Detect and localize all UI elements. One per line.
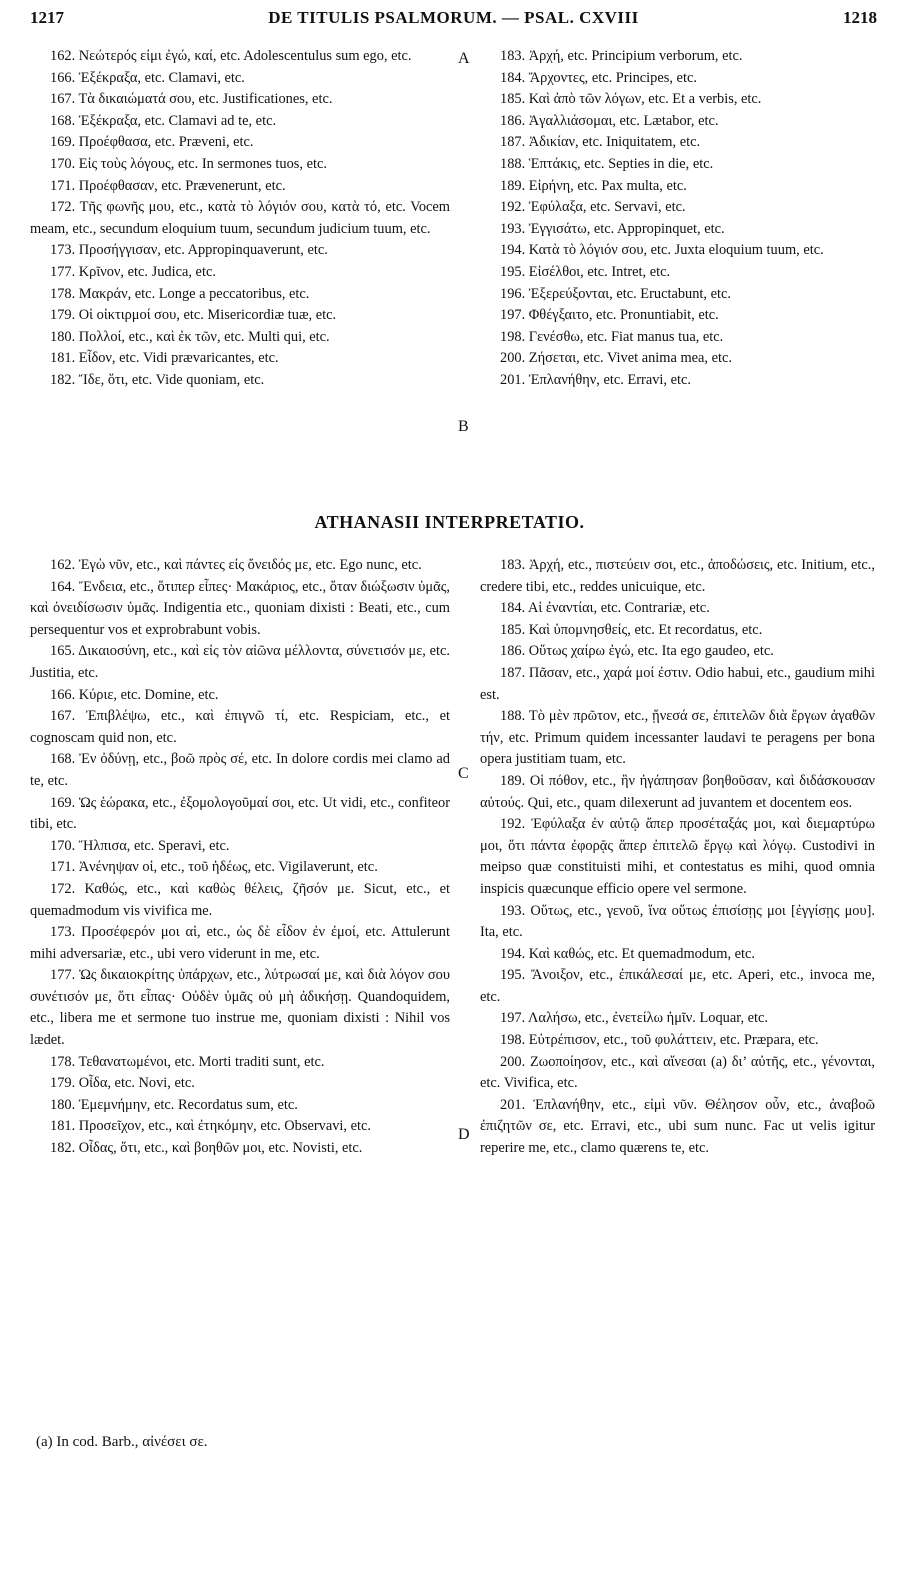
entry: 164. Ἔνδεια, etc., ὅτιπερ εἶπες· Μακάριος, etc., ὅταν διώξωσιν ὑμᾶς, καὶ ὀνειδίσωσιν ὑμᾶς. Indigentia etc., quoniam dixisti : Beati, etc., cum persequentur vos et exprobrabunt vobis. <box>30 578 450 638</box>
entry: 165. Δικαιοσύνη, etc., καὶ εἰς τὸν αἰῶνα μέλλοντα, σύνετισόν με, etc. Justitia, etc. <box>30 643 450 681</box>
bottom-left-column <box>30 555 450 1160</box>
entry: 169. Προέφθασα, etc. Præveni, etc. <box>50 134 254 151</box>
entry: 177. Ὡς δικαιοκρίτης ὑπάρχων, etc., λύτρωσαί με, καὶ διὰ λόγον σου συνέτισόν με, ὅτι εἶπας· Οὐδὲν ὑμᾶς οὐ μὴ ἀδικήσῃ. Quandoquidem, etc., libera me et sermone tuo instrue me, quoniam dixisti : Nihil vos lædet. <box>30 967 450 1049</box>
section-title: ATHANASII INTERPRETATIO. <box>314 512 585 532</box>
top-right-column <box>480 46 875 392</box>
bottom-right-column <box>480 555 875 1160</box>
entry: 193. Ἐγγισάτω, etc. Appropinquet, etc. <box>500 220 725 237</box>
entry: 173. Προσήγγισαν, etc. Appropinquaverunt, etc. <box>50 242 328 259</box>
entry: 166. Ἐξέκραξα, etc. Clamavi, etc. <box>50 69 245 86</box>
entry: 193. Οὕτως, etc., γενοῦ, ἵνα οὕτως ἐπισίσῃς μοι [ἐγγίσῃς μου]. Ita, etc. <box>480 902 875 941</box>
entry: 198. Γενέσθω, etc. Fiat manus tua, etc. <box>500 328 724 345</box>
entry: 184. Αἱ ἐναντίαι, etc. Contrariæ, etc. <box>500 600 710 617</box>
entry: 200. Ζωοποίησον, etc., καὶ αἴνεσαι (a) δι’ αὐτῆς, etc., γένονται, etc. Vivifica, etc. <box>480 1053 875 1092</box>
running-title: DE TITULIS PSALMORUM. — PSAL. CXVIII <box>268 8 639 27</box>
entry: 197. Φθέγξαιτο, etc. Pronuntiabit, etc. <box>500 307 719 324</box>
entry: 181. Εἶδον, etc. Vidi prævaricantes, etc. <box>50 350 279 367</box>
entry: 181. Προσεῖχον, etc., καὶ ἐτηκόμην, etc. Observavi, etc. <box>50 1118 371 1135</box>
entry: 172. Τῆς φωνῆς μου, etc., κατὰ τὸ λόγιόν σου, κατὰ τό, etc. Vocem meam, etc., secundum eloquium tuum, secundum judicium tuum, etc. <box>30 199 450 237</box>
entry: 189. Εἰρήνη, etc. Pax multa, etc. <box>500 177 687 194</box>
entry: 197. Λαλήσω, etc., ἐνετείλω ἡμῖν. Loquar, etc. <box>500 1010 769 1027</box>
entry: 170. Ἤλπισα, etc. Speravi, etc. <box>50 837 230 854</box>
entry: 169. Ὡς ἑώρακα, etc., ἐξομολογοῦμαί σοι, etc. Ut vidi, etc., confiteor tibi, etc. <box>30 794 450 833</box>
entry: 162. Ἐγὼ νῦν, etc., καὶ πάντες εἰς ὄνειδός με, etc. Ego nunc, etc. <box>50 557 422 573</box>
entry: 182. Ἴδε, ὅτι, etc. Vide quoniam, etc. <box>50 371 265 388</box>
entry: 198. Εὐτρέπισον, etc., τοῦ φυλάττειν, etc. Præpara, etc. <box>500 1032 819 1049</box>
entry: 183. Ἀρχή, etc. Principium verborum, etc. <box>500 48 743 64</box>
entry: 172. Καθώς, etc., καὶ καθὼς θέλεις, ζῆσόν με. Sicut, etc., et quemadmodum vis vivifica me. <box>30 880 450 919</box>
top-left-column <box>30 46 450 392</box>
entry: 173. Προσέφερόν μοι αἱ, etc., ὡς δὲ εἶδον ἐν ἐμοί, etc. Attulerunt mihi adversariæ, etc., ubi vero viderunt in me, etc. <box>30 924 450 962</box>
entry: 186. Ἀγαλλιάσομαι, etc. Lætabor, etc. <box>500 112 719 129</box>
entry: 168. Ἐν ὀδύνῃ, etc., βοῶ πρὸς σέ, etc. In dolore cordis mei clamo ad te, etc. <box>30 751 450 789</box>
margin-marker-b: B <box>458 418 469 435</box>
entry: 180. Πολλοί, etc., καὶ ἐκ τῶν, etc. Multi qui, etc. <box>50 328 330 345</box>
entry: 192. Ἐφύλαξα ἐν αὐτῷ ἅπερ προσέταξάς μοι, καὶ διεμαρτύρω μοι, ὅτι πάντα ἐφορᾷς ἅπερ ἐπιτελῶ ἔργῳ καὶ λόγῳ. Custodivi in meipso quæ constituisti mihi, et contestatus es mihi, quod omnia inspicis quæcunque efficio opere vel sermone. <box>480 816 875 897</box>
entry: 201. Ἐπλανήθην, etc. Erravi, etc. <box>500 371 691 388</box>
entry: 177. Κρῖνον, etc. Judica, etc. <box>50 263 216 280</box>
entry: 170. Εἰς τοὺς λόγους, etc. In sermones tuos, etc. <box>50 155 327 172</box>
entry: 180. Ἐμεμνήμην, etc. Recordatus sum, etc. <box>50 1096 298 1113</box>
entry: 187. Πᾶσαν, etc., χαρά μοί ἐστιν. Odio habui, etc., gaudium mihi est. <box>480 664 875 703</box>
entry: 194. Κατὰ τὸ λόγιόν σου, etc. Juxta eloquium tuum, etc. <box>500 242 824 259</box>
margin-marker-a: A <box>458 50 470 67</box>
footnote: (a) In cod. Barb., αἰνέσει σε. <box>36 1434 208 1450</box>
entry: 184. Ἄρχοντες, etc. Principes, etc. <box>500 69 697 86</box>
entry: 195. Εἰσέλθοι, etc. Intret, etc. <box>500 263 671 280</box>
margin-marker-d: D <box>458 1126 470 1143</box>
entry: 167. Ἐπιβλέψω, etc., καὶ ἐπιγνῶ τί, etc. Respiciam, etc., et cognoscam quid non, etc. <box>30 708 450 746</box>
entry: 178. Μακράν, etc. Longe a peccatoribus, etc. <box>50 285 310 302</box>
entry: 196. Ἐξερεύξονται, etc. Eructabunt, etc. <box>500 285 731 302</box>
entry: 168. Ἐξέκραξα, etc. Clamavi ad te, etc. <box>50 112 277 129</box>
entry: 166. Κύριε, etc. Domine, etc. <box>50 686 219 703</box>
entry: 179. Οἱ οἰκτιρμοί σου, etc. Misericordiæ tuæ, etc. <box>50 307 337 324</box>
entry: 195. Ἄνοιξον, etc., ἐπικάλεσαί με, etc. Aperi, etc., invoca me, etc. <box>480 967 875 1005</box>
entry: 179. Οἶδα, etc. Novi, etc. <box>50 1075 195 1092</box>
entry: 192. Ἐφύλαξα, etc. Servavi, etc. <box>500 199 686 216</box>
entry: 188. Τὸ μὲν πρῶτον, etc., ᾔνεσά σε, ἐπιτελῶν διὰ ἔργων ἀγαθῶν τήν, etc. Primum quidem incessanter laudavi te peragens per bona opera justitiam tuam, etc. <box>480 708 875 768</box>
entry: 187. Ἀδικίαν, etc. Iniquitatem, etc. <box>500 134 701 151</box>
entry: 171. Προέφθασαν, etc. Prævenerunt, etc. <box>50 177 286 194</box>
entry: 189. Οἱ πόθον, etc., ἣν ἠγάπησαν βοηθοῦσαν, καὶ διδάσκουσαν αὐτούς. Qui, etc., quam dilexerunt ad juvantem et docentem eos. <box>480 772 875 811</box>
entry: 171. Ἀνένηψαν οἱ, etc., τοῦ ἡδέως, etc. Vigilaverunt, etc. <box>50 859 378 876</box>
entry: 182. Οἶδας, ὅτι, etc., καὶ βοηθῶν μοι, etc. Novisti, etc. <box>50 1140 363 1157</box>
entry: 167. Τὰ δικαιώματά σου, etc. Justificationes, etc. <box>50 91 333 108</box>
left-page-number: 1217 <box>30 8 64 27</box>
entry: 162. Νεώτερός εἰμι ἐγώ, καί, etc. Adolescentulus sum ego, etc. <box>50 48 412 64</box>
entry: 178. Τεθανατωμένοι, etc. Morti traditi sunt, etc. <box>50 1053 325 1070</box>
entry: 185. Καὶ ἀπὸ τῶν λόγων, etc. Et a verbis, etc. <box>500 91 762 108</box>
entry: 183. Ἀρχή, etc., πιστεύειν σοι, etc., ἀποδώσεις, etc. Initium, etc., credere tibi, etc., reddes unicuique, etc. <box>480 557 875 595</box>
running-header <box>30 8 877 38</box>
right-page-number: 1218 <box>843 8 877 27</box>
entry: 201. Ἐπλανήθην, etc., εἰμὶ νῦν. Θέλησον οὖν, etc., ἀναβοῶ ἐπιζητῶν σε, etc. Erravi, etc., ubi sum nunc. Fac ut velis igitur reperire me, etc., clamo quærens te, etc. <box>480 1096 875 1157</box>
entry: 186. Οὕτως χαίρω ἐγώ, etc. Ita ego gaudeo, etc. <box>500 643 774 660</box>
entry: 185. Καὶ ὑπομνησθείς, etc. Et recordatus, etc. <box>500 621 763 638</box>
margin-marker-c: C <box>458 765 469 782</box>
entry: 188. Ἑπτάκις, etc. Septies in die, etc. <box>500 155 714 172</box>
entry: 200. Ζήσεται, etc. Vivet anima mea, etc. <box>500 350 732 367</box>
entry: 194. Καὶ καθώς, etc. Et quemadmodum, etc. <box>500 945 756 962</box>
